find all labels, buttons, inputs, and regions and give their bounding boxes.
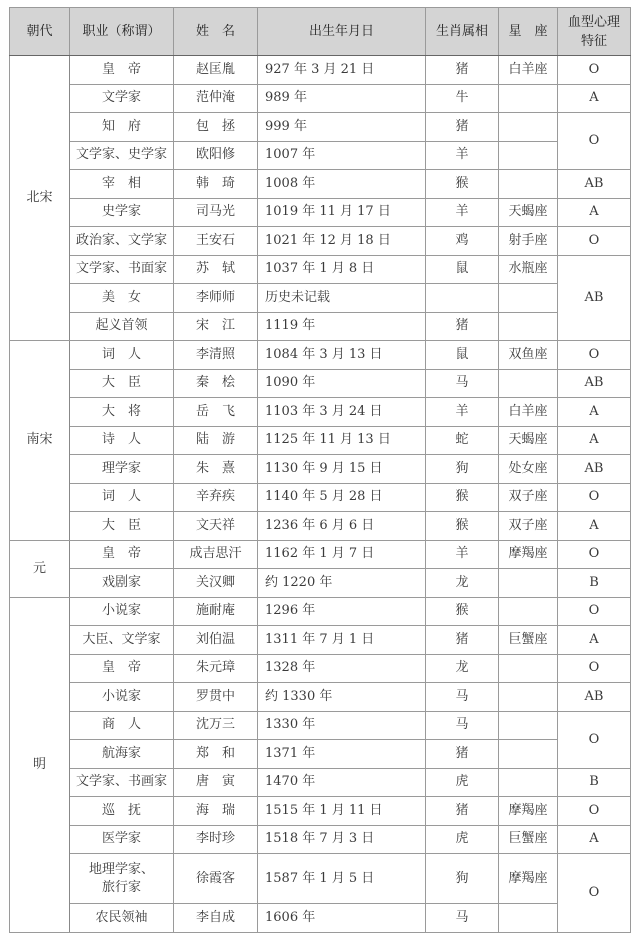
star-sign-cell xyxy=(499,113,558,142)
occupation-cell: 宰 相 xyxy=(70,170,174,199)
name-cell: 朱元璋 xyxy=(174,654,258,683)
blood-type-cell: A xyxy=(558,398,631,427)
star-sign-cell: 处女座 xyxy=(499,455,558,484)
occupation-cell: 理学家 xyxy=(70,455,174,484)
dynasty-cell: 明 xyxy=(10,597,70,932)
table-row xyxy=(10,711,631,740)
table-row xyxy=(10,512,631,541)
zodiac-animal-cell: 虎 xyxy=(426,768,499,797)
table-row xyxy=(10,84,631,113)
header-birthdate: 出生年月日 xyxy=(258,8,426,56)
blood-type-cell: A xyxy=(558,825,631,854)
occupation-cell: 小说家 xyxy=(70,683,174,712)
name-cell: 唐 寅 xyxy=(174,768,258,797)
name-cell: 郑 和 xyxy=(174,740,258,769)
birthdate-cell: 1084 年 3 月 13 日 xyxy=(258,341,426,370)
table-row xyxy=(10,854,631,904)
name-cell: 苏 轼 xyxy=(174,255,258,284)
occupation-cell: 大 臣 xyxy=(70,369,174,398)
birthdate-cell: 989 年 xyxy=(258,84,426,113)
star-sign-cell xyxy=(499,768,558,797)
star-sign-cell: 射手座 xyxy=(499,227,558,256)
name-cell: 宋 江 xyxy=(174,312,258,341)
star-sign-cell xyxy=(499,740,558,769)
star-sign-cell xyxy=(499,683,558,712)
occupation-cell: 商 人 xyxy=(70,711,174,740)
birthdate-cell: 1606 年 xyxy=(258,904,426,933)
header-zodiac-animal: 生肖属相 xyxy=(426,8,499,56)
name-cell: 王安石 xyxy=(174,227,258,256)
table-row xyxy=(10,56,631,85)
zodiac-animal-cell: 猴 xyxy=(426,170,499,199)
occupation-cell: 巡 抚 xyxy=(70,797,174,826)
name-cell: 辛弃疾 xyxy=(174,483,258,512)
occupation-cell: 大 臣 xyxy=(70,512,174,541)
star-sign-cell: 摩羯座 xyxy=(499,797,558,826)
name-cell: 欧阳修 xyxy=(174,141,258,170)
zodiac-animal-cell: 猪 xyxy=(426,797,499,826)
table-body xyxy=(10,56,631,933)
name-cell: 范仲淹 xyxy=(174,84,258,113)
zodiac-animal-cell: 马 xyxy=(426,711,499,740)
table-row xyxy=(10,141,631,170)
blood-type-cell: O xyxy=(558,797,631,826)
header-occupation: 职业（称谓） xyxy=(70,8,174,56)
occupation-cell: 航海家 xyxy=(70,740,174,769)
zodiac-animal-cell: 猴 xyxy=(426,483,499,512)
dynasty-cell: 元 xyxy=(10,540,70,597)
zodiac-animal-cell: 猪 xyxy=(426,312,499,341)
birthdate-cell: 1008 年 xyxy=(258,170,426,199)
occupation-cell: 皇 帝 xyxy=(70,654,174,683)
historical-figures-table xyxy=(9,7,631,933)
zodiac-animal-cell: 狗 xyxy=(426,854,499,904)
blood-type-cell: O xyxy=(558,227,631,256)
blood-type-cell: O xyxy=(558,540,631,569)
name-cell: 关汉卿 xyxy=(174,569,258,598)
name-cell: 徐霞客 xyxy=(174,854,258,904)
birthdate-cell: 1103 年 3 月 24 日 xyxy=(258,398,426,427)
star-sign-cell: 双鱼座 xyxy=(499,341,558,370)
zodiac-animal-cell: 羊 xyxy=(426,198,499,227)
birthdate-cell: 1007 年 xyxy=(258,141,426,170)
star-sign-cell xyxy=(499,369,558,398)
birthdate-cell: 1019 年 11 月 17 日 xyxy=(258,198,426,227)
table-row xyxy=(10,654,631,683)
zodiac-animal-cell: 羊 xyxy=(426,540,499,569)
blood-type-cell: A xyxy=(558,198,631,227)
table-row xyxy=(10,740,631,769)
name-cell: 海 瑞 xyxy=(174,797,258,826)
star-sign-cell: 巨蟹座 xyxy=(499,626,558,655)
name-cell: 岳 飞 xyxy=(174,398,258,427)
name-cell: 李自成 xyxy=(174,904,258,933)
name-cell: 包 拯 xyxy=(174,113,258,142)
star-sign-cell: 双子座 xyxy=(499,483,558,512)
birthdate-cell: 1140 年 5 月 28 日 xyxy=(258,483,426,512)
birthdate-cell: 1330 年 xyxy=(258,711,426,740)
star-sign-cell xyxy=(499,569,558,598)
table-row xyxy=(10,170,631,199)
blood-type-cell: A xyxy=(558,512,631,541)
star-sign-cell xyxy=(499,170,558,199)
zodiac-animal-cell: 马 xyxy=(426,904,499,933)
zodiac-animal-cell: 猴 xyxy=(426,512,499,541)
star-sign-cell: 天蝎座 xyxy=(499,198,558,227)
birthdate-cell: 999 年 xyxy=(258,113,426,142)
birthdate-cell: 1021 年 12 月 18 日 xyxy=(258,227,426,256)
blood-type-cell: O xyxy=(558,654,631,683)
table-row xyxy=(10,113,631,142)
table-row xyxy=(10,540,631,569)
name-cell: 李师师 xyxy=(174,284,258,313)
table-row xyxy=(10,369,631,398)
zodiac-animal-cell: 猪 xyxy=(426,56,499,85)
zodiac-animal-cell: 羊 xyxy=(426,398,499,427)
zodiac-animal-cell: 猪 xyxy=(426,626,499,655)
zodiac-animal-cell: 牛 xyxy=(426,84,499,113)
blood-type-cell: AB xyxy=(558,683,631,712)
birthdate-cell: 1515 年 1 月 11 日 xyxy=(258,797,426,826)
zodiac-animal-cell: 马 xyxy=(426,683,499,712)
occupation-line: 旅行家 xyxy=(101,879,141,895)
header-blood-type-line1: 血型心理 xyxy=(567,14,620,30)
zodiac-animal-cell: 羊 xyxy=(426,141,499,170)
star-sign-cell: 白羊座 xyxy=(499,56,558,85)
occupation-cell: 皇 帝 xyxy=(70,56,174,85)
occupation-cell: 史学家 xyxy=(70,198,174,227)
blood-type-cell: AB xyxy=(558,170,631,199)
table-row xyxy=(10,198,631,227)
birthdate-cell: 1296 年 xyxy=(258,597,426,626)
zodiac-animal-cell: 鸡 xyxy=(426,227,499,256)
occupation-cell: 文学家、书面家 xyxy=(70,255,174,284)
birthdate-cell: 1311 年 7 月 1 日 xyxy=(258,626,426,655)
occupation-cell: 起义首领 xyxy=(70,312,174,341)
table-row xyxy=(10,341,631,370)
blood-type-cell: O xyxy=(558,56,631,85)
table-row xyxy=(10,483,631,512)
blood-type-cell: A xyxy=(558,84,631,113)
birthdate-cell: 1236 年 6 月 6 日 xyxy=(258,512,426,541)
table-row xyxy=(10,797,631,826)
star-sign-cell: 白羊座 xyxy=(499,398,558,427)
zodiac-animal-cell: 猪 xyxy=(426,740,499,769)
table-row xyxy=(10,569,631,598)
name-cell: 施耐庵 xyxy=(174,597,258,626)
header-blood-type xyxy=(558,8,631,56)
zodiac-animal-cell: 猴 xyxy=(426,597,499,626)
occupation-cell: 大臣、文学家 xyxy=(70,626,174,655)
zodiac-animal-cell: 猪 xyxy=(426,113,499,142)
occupation-cell: 词 人 xyxy=(70,483,174,512)
star-sign-cell xyxy=(499,141,558,170)
table-row xyxy=(10,284,631,313)
star-sign-cell: 摩羯座 xyxy=(499,540,558,569)
zodiac-animal-cell: 龙 xyxy=(426,569,499,598)
blood-type-cell: O xyxy=(558,341,631,370)
blood-type-cell: O xyxy=(558,113,631,170)
header-name: 姓 名 xyxy=(174,8,258,56)
star-sign-cell xyxy=(499,312,558,341)
zodiac-animal-cell: 鼠 xyxy=(426,255,499,284)
blood-type-cell: B xyxy=(558,768,631,797)
occupation-cell: 文学家、史学家 xyxy=(70,141,174,170)
birthdate-cell: 1587 年 1 月 5 日 xyxy=(258,854,426,904)
birthdate-cell: 1470 年 xyxy=(258,768,426,797)
header-blood-type-line2: 特征 xyxy=(580,33,607,49)
table-row xyxy=(10,626,631,655)
table-header xyxy=(10,8,631,56)
birthdate-cell: 历史未记载 xyxy=(258,284,426,313)
table-row xyxy=(10,312,631,341)
occupation-cell xyxy=(70,854,174,904)
header-star-sign: 星 座 xyxy=(499,8,558,56)
birthdate-cell: 1037 年 1 月 8 日 xyxy=(258,255,426,284)
occupation-cell: 词 人 xyxy=(70,341,174,370)
birthdate-cell: 1371 年 xyxy=(258,740,426,769)
star-sign-cell: 双子座 xyxy=(499,512,558,541)
occupation-cell: 医学家 xyxy=(70,825,174,854)
occupation-cell: 农民领袖 xyxy=(70,904,174,933)
occupation-cell: 知 府 xyxy=(70,113,174,142)
zodiac-animal-cell: 鼠 xyxy=(426,341,499,370)
zodiac-animal-cell xyxy=(426,284,499,313)
blood-type-cell: O xyxy=(558,597,631,626)
occupation-cell: 皇 帝 xyxy=(70,540,174,569)
occupation-cell: 美 女 xyxy=(70,284,174,313)
table-row xyxy=(10,455,631,484)
name-cell: 成吉思汗 xyxy=(174,540,258,569)
blood-type-cell: AB xyxy=(558,369,631,398)
star-sign-cell xyxy=(499,284,558,313)
star-sign-cell: 摩羯座 xyxy=(499,854,558,904)
star-sign-cell xyxy=(499,904,558,933)
header-row xyxy=(10,8,631,56)
zodiac-animal-cell: 狗 xyxy=(426,455,499,484)
table-row xyxy=(10,768,631,797)
name-cell: 罗贯中 xyxy=(174,683,258,712)
occupation-cell: 小说家 xyxy=(70,597,174,626)
header-dynasty: 朝代 xyxy=(10,8,70,56)
blood-type-cell: O xyxy=(558,711,631,768)
birthdate-cell: 927 年 3 月 21 日 xyxy=(258,56,426,85)
zodiac-animal-cell: 虎 xyxy=(426,825,499,854)
name-cell: 朱 熹 xyxy=(174,455,258,484)
blood-type-cell: AB xyxy=(558,255,631,341)
birthdate-cell: 1328 年 xyxy=(258,654,426,683)
table-row xyxy=(10,825,631,854)
name-cell: 文天祥 xyxy=(174,512,258,541)
dynasty-cell: 北宋 xyxy=(10,56,70,341)
star-sign-cell: 天蝎座 xyxy=(499,426,558,455)
star-sign-cell xyxy=(499,711,558,740)
occupation-cell: 戏剧家 xyxy=(70,569,174,598)
name-cell: 李时珍 xyxy=(174,825,258,854)
name-cell: 陆 游 xyxy=(174,426,258,455)
birthdate-cell: 1130 年 9 月 15 日 xyxy=(258,455,426,484)
birthdate-cell: 约 1220 年 xyxy=(258,569,426,598)
zodiac-animal-cell: 龙 xyxy=(426,654,499,683)
occupation-cell: 政治家、文学家 xyxy=(70,227,174,256)
birthdate-cell: 1125 年 11 月 13 日 xyxy=(258,426,426,455)
birthdate-cell: 1090 年 xyxy=(258,369,426,398)
table-row xyxy=(10,227,631,256)
zodiac-animal-cell: 蛇 xyxy=(426,426,499,455)
blood-type-cell: A xyxy=(558,626,631,655)
birthdate-cell: 1162 年 1 月 7 日 xyxy=(258,540,426,569)
star-sign-cell xyxy=(499,654,558,683)
dynasty-cell: 南宋 xyxy=(10,341,70,541)
star-sign-cell: 水瓶座 xyxy=(499,255,558,284)
occupation-cell: 文学家、书画家 xyxy=(70,768,174,797)
table-row xyxy=(10,904,631,933)
table-row xyxy=(10,398,631,427)
zodiac-animal-cell: 马 xyxy=(426,369,499,398)
occupation-cell: 文学家 xyxy=(70,84,174,113)
name-cell: 赵匡胤 xyxy=(174,56,258,85)
name-cell: 秦 桧 xyxy=(174,369,258,398)
name-cell: 司马光 xyxy=(174,198,258,227)
table-row xyxy=(10,597,631,626)
name-cell: 韩 琦 xyxy=(174,170,258,199)
birthdate-cell: 约 1330 年 xyxy=(258,683,426,712)
star-sign-cell: 巨蟹座 xyxy=(499,825,558,854)
blood-type-cell: O xyxy=(558,483,631,512)
name-cell: 沈万三 xyxy=(174,711,258,740)
blood-type-cell: A xyxy=(558,426,631,455)
occupation-cell: 大 将 xyxy=(70,398,174,427)
blood-type-cell: O xyxy=(558,854,631,933)
birthdate-cell: 1119 年 xyxy=(258,312,426,341)
star-sign-cell xyxy=(499,84,558,113)
name-cell: 刘伯温 xyxy=(174,626,258,655)
star-sign-cell xyxy=(499,597,558,626)
blood-type-cell: B xyxy=(558,569,631,598)
blood-type-cell: AB xyxy=(558,455,631,484)
table-row xyxy=(10,255,631,284)
name-cell: 李清照 xyxy=(174,341,258,370)
table-row xyxy=(10,426,631,455)
occupation-line: 地理学家、 xyxy=(88,861,154,877)
occupation-cell: 诗 人 xyxy=(70,426,174,455)
table-row xyxy=(10,683,631,712)
birthdate-cell: 1518 年 7 月 3 日 xyxy=(258,825,426,854)
